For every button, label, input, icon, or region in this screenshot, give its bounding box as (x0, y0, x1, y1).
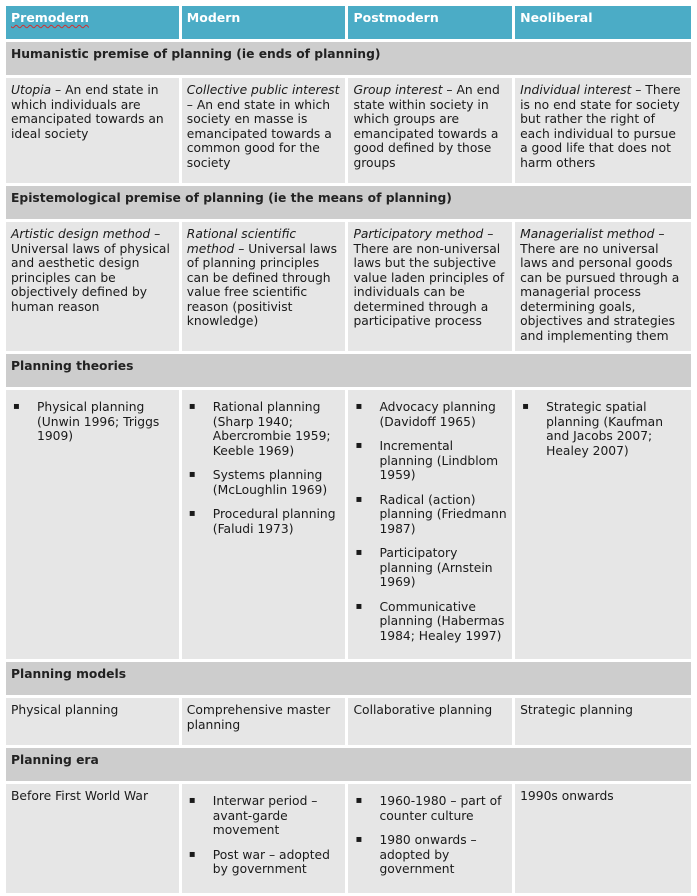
term-text: Artistic design method (11, 227, 151, 241)
era-list (187, 794, 341, 877)
cell-humanistic-postmodern (348, 78, 512, 183)
table-row-theories (6, 390, 691, 659)
list-item: ▪ Systems planning (McLoughlin 1969) (188, 468, 328, 497)
cell-models-modern: Comprehensive master planning (182, 698, 346, 745)
cell-era-postmodern (348, 784, 512, 893)
cell-models-postmodern: Collaborative planning (348, 698, 512, 745)
theory-list (11, 400, 174, 444)
section-row-epistemological (6, 186, 691, 219)
section-row-humanistic (6, 42, 691, 75)
list-item: ▪ Radical (action) planning (Friedmann 1987) (355, 492, 507, 536)
cell-epistemological-postmodern (348, 222, 512, 351)
cell-epistemological-modern (182, 222, 346, 351)
cell-era-modern (182, 784, 346, 893)
section-title-era: Planning era (6, 748, 691, 781)
list-item: ▪ Communicative planning (Habermas 1984; Healey 1997) (355, 599, 505, 643)
section-title-models: Planning models (6, 662, 691, 695)
bullet-icon: ▪ (355, 834, 363, 845)
bullet-icon: ▪ (355, 600, 363, 612)
list-item: ▪ Physical planning (Unwin 1996; Triggs 1909) (13, 400, 160, 443)
cell-humanistic-premodern (6, 78, 179, 183)
cell-humanistic-neoliberal (515, 78, 691, 183)
header-row (6, 6, 691, 39)
term-text: Managerialist method (520, 227, 655, 241)
cell-era-neoliberal: 1990s onwards (515, 784, 691, 893)
cell-epistemological-premodern (6, 222, 179, 351)
description-text: – Universal laws of physical and aesthetic design principles can be objectively defined by human reason (11, 227, 170, 314)
header-modern: Modern (182, 6, 346, 39)
description-text: – Universal laws of planning principles can be defined through value free scientific reason (positivist knowledge) (186, 241, 338, 328)
bullet-icon: ▪ (188, 469, 196, 480)
table-row-models (6, 698, 691, 745)
bullet-icon: ▪ (188, 508, 196, 519)
cell-models-premodern: Physical planning (6, 698, 179, 745)
era-list (353, 794, 507, 877)
bullet-icon: ▪ (522, 401, 529, 412)
bullet-icon: ▪ (355, 493, 363, 505)
term-text: Participatory method (353, 227, 484, 241)
section-row-era (6, 748, 691, 781)
table-row-era (6, 784, 691, 893)
term-text: Rational scientific method (186, 227, 297, 256)
cell-models-neoliberal: Strategic planning (515, 698, 691, 745)
list-item: ▪ Incremental planning (Lindblom 1959) (355, 439, 499, 482)
description-text: – An end state in which individuals are emancipated towards an ideal society (11, 83, 164, 141)
description-text: – There are no universal laws and personal goods can be pursued through a managerial process determining goals, objectives and strategies and implementing them (520, 227, 680, 343)
bullet-icon: ▪ (13, 401, 20, 412)
cell-epistemological-neoliberal (515, 222, 691, 351)
list-item: ▪ Post war – adopted by government (188, 847, 330, 876)
list-item: ▪ Participatory planning (Arnstein 1969) (355, 546, 493, 589)
description-text: – There is no end state for society but rather the right of each individual to pursue a good life that does not harm others (520, 83, 681, 170)
table-row-epistemological (6, 222, 691, 351)
bullet-icon: ▪ (355, 795, 363, 806)
planning-paradigms-table (3, 3, 694, 896)
term-text: Individual interest (520, 83, 632, 97)
cell-theories-premodern (6, 390, 179, 659)
list-item: ▪ Interwar period – avant-garde movement (188, 794, 318, 837)
list-item: ▪ 1960-1980 – part of counter culture (355, 794, 502, 823)
list-item: ▪ Procedural planning (Faludi 1973) (188, 507, 336, 536)
list-item: ▪ Advocacy planning (Davidoff 1965) (355, 400, 496, 429)
table-row-humanistic (6, 78, 691, 183)
bullet-icon: ▪ (188, 848, 196, 860)
theory-list (353, 400, 507, 643)
section-title-epistemological: Epistemological premise of planning (ie the means of planning) (6, 186, 691, 219)
bullet-icon: ▪ (355, 547, 363, 558)
description-text: – An end state within society in which groups are emancipated towards a good defined by those groups (353, 83, 500, 170)
bullet-icon: ▪ (188, 795, 196, 806)
description-text: – An end state in which society en masse is emancipated towards a common good for the society (186, 97, 332, 170)
description-text: – There are non-universal laws but the subjective value laden principles of individuals can be determined through a participative process (353, 227, 505, 328)
header-premodern: Premodern (6, 6, 179, 39)
header-postmodern: Postmodern (348, 6, 512, 39)
section-title-humanistic: Humanistic premise of planning (ie ends of planning) (6, 42, 691, 75)
list-item: ▪ 1980 onwards – adopted by government (355, 833, 477, 876)
cell-era-premodern: Before First World War (6, 784, 179, 893)
cell-theories-neoliberal (515, 390, 691, 659)
header-neoliberal: Neoliberal (515, 6, 691, 39)
bullet-icon: ▪ (188, 401, 196, 412)
theory-list (187, 400, 341, 536)
cell-theories-modern (182, 390, 346, 659)
list-item: ▪ Rational planning (Sharp 1940; Abercrombie 1959; Keeble 1969) (188, 400, 331, 458)
list-item: ▪ Strategic spatial planning (Kaufman and Jacobs 2007; Healey 2007) (522, 400, 663, 458)
term-text: Group interest (353, 83, 443, 97)
theory-list (520, 400, 686, 458)
section-row-models (6, 662, 691, 695)
section-title-theories: Planning theories (6, 354, 691, 387)
term-text: Collective public interest (186, 83, 340, 97)
term-text: Utopia (11, 83, 52, 97)
bullet-icon: ▪ (355, 401, 363, 412)
section-row-theories (6, 354, 691, 387)
cell-theories-postmodern (348, 390, 512, 659)
cell-humanistic-modern (182, 78, 346, 183)
bullet-icon: ▪ (355, 440, 363, 451)
